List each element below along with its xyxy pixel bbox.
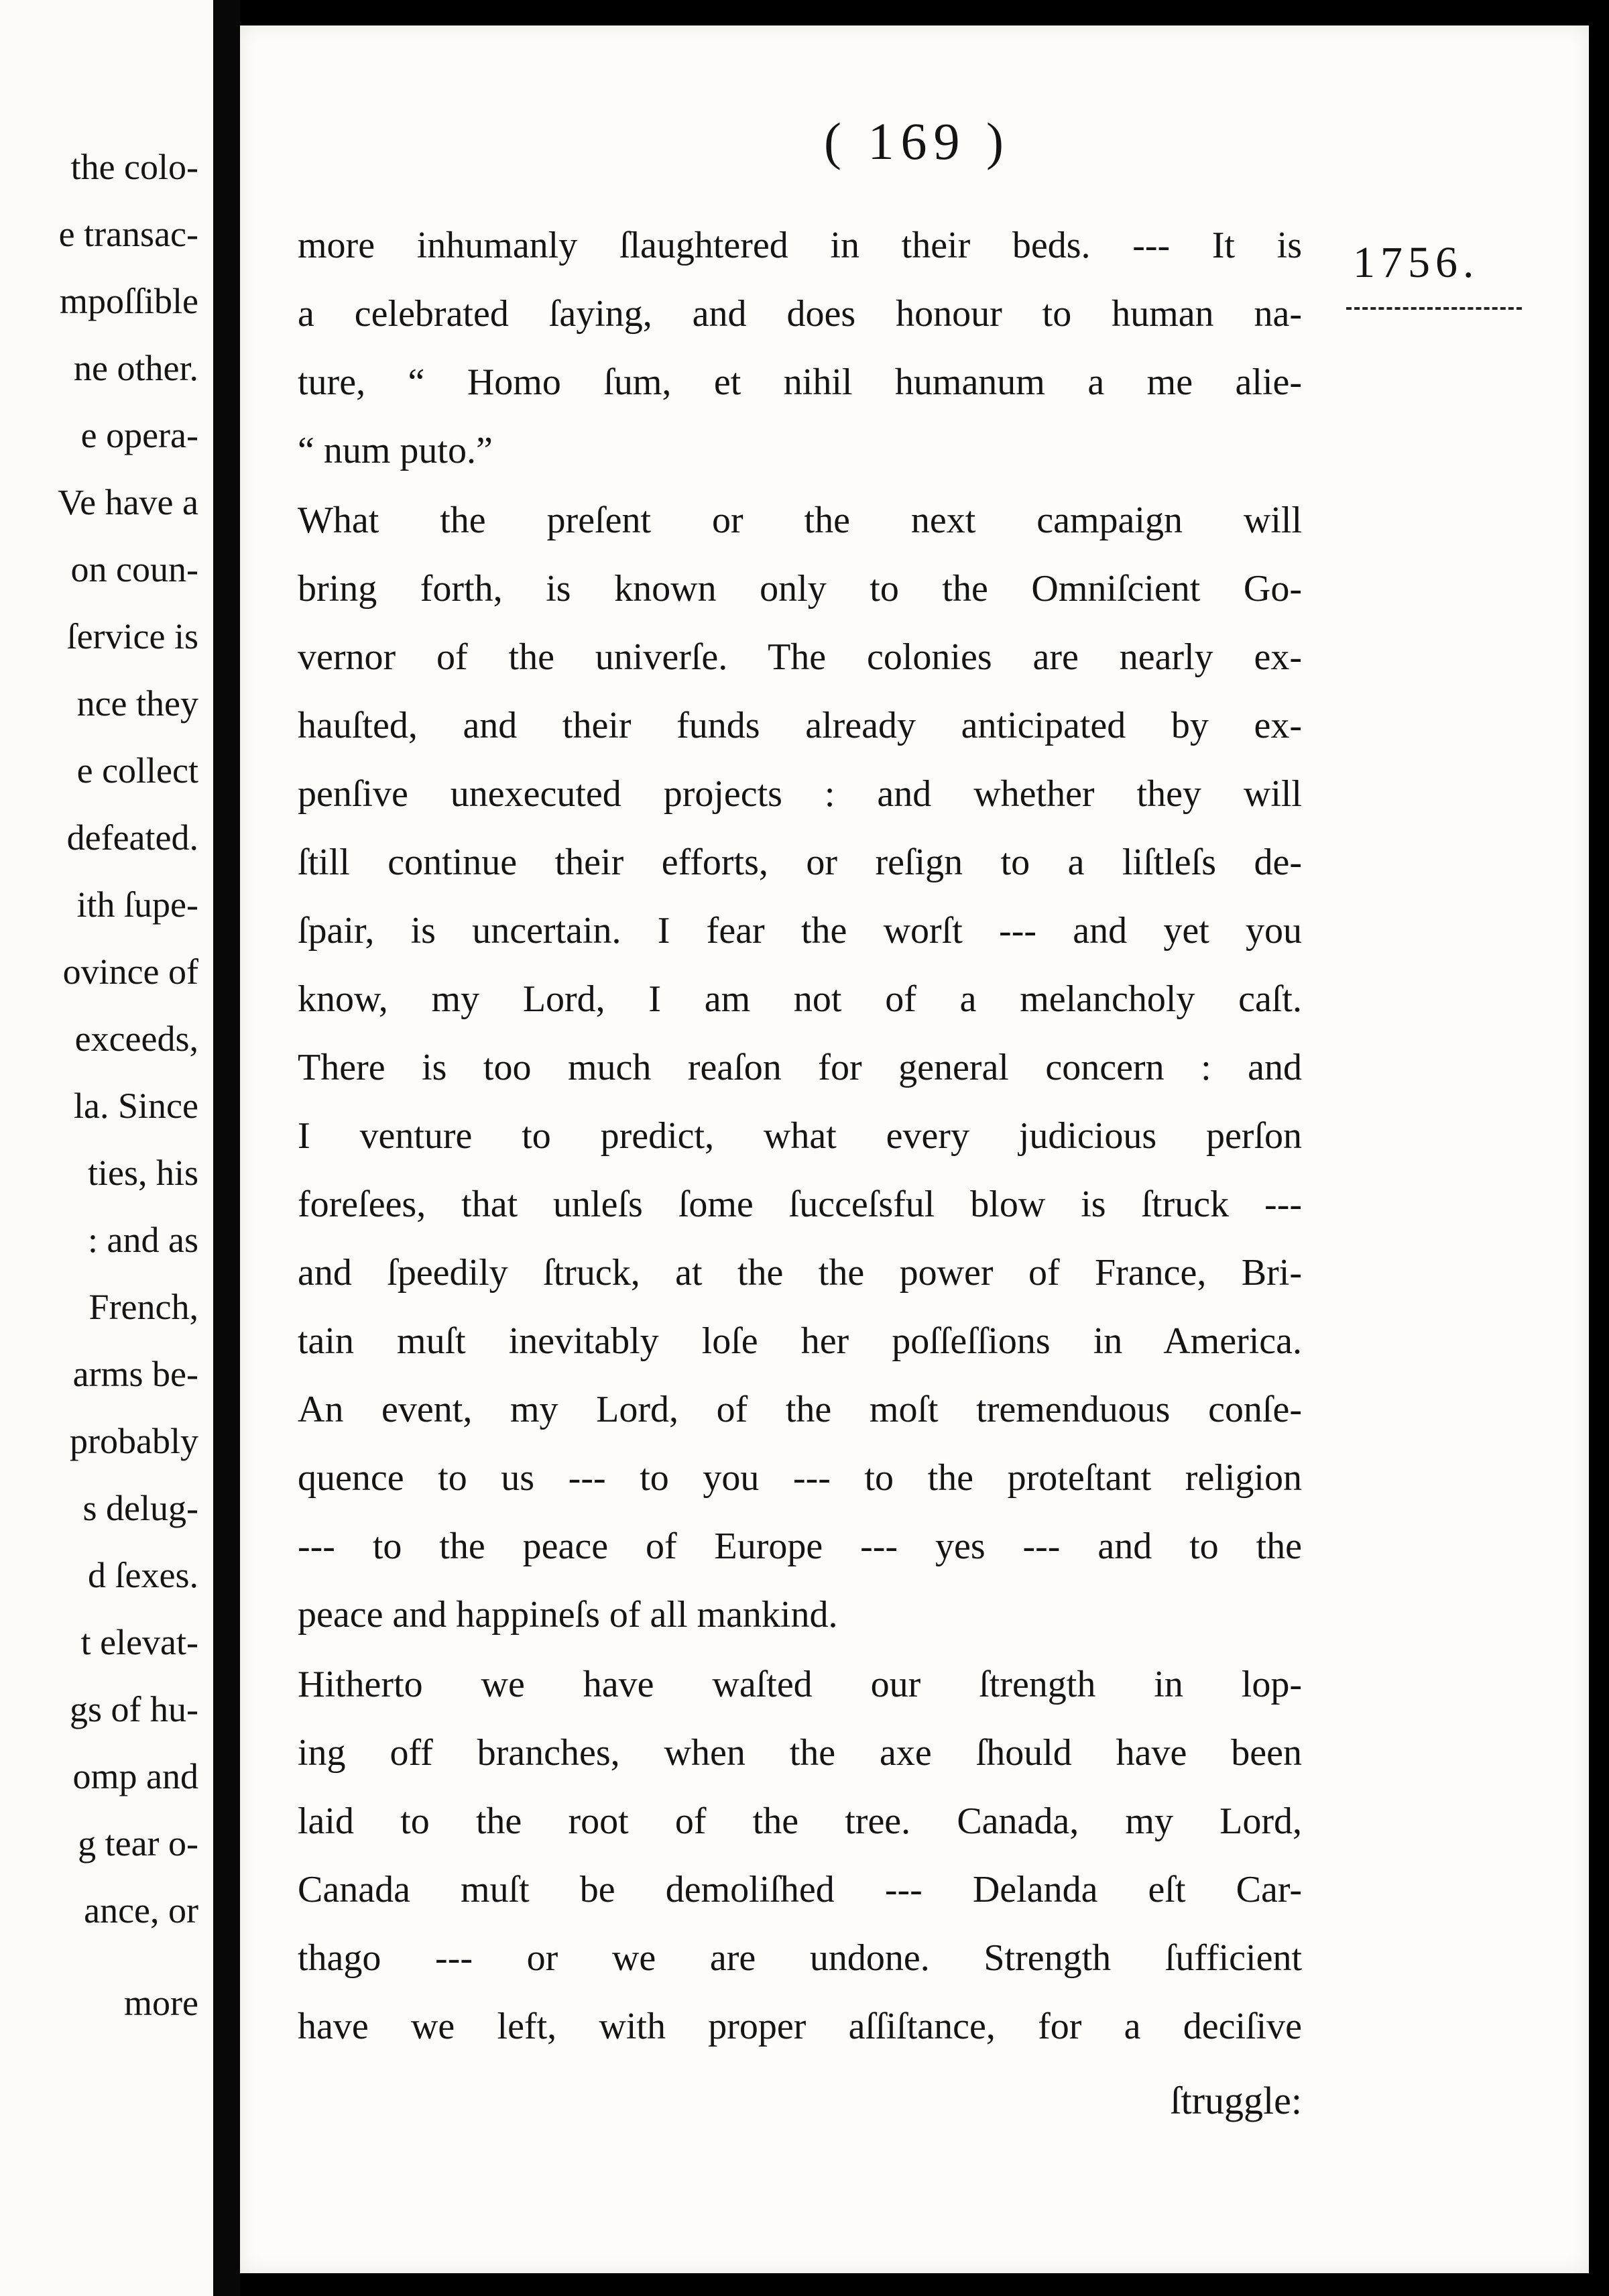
- facing-page-line: Ve have a: [58, 482, 198, 522]
- facing-page-fragment: [0, 0, 213, 2296]
- text-line: bring forth, is known only to the Omniſcient Go-: [298, 568, 1302, 610]
- facing-page-line: omp and: [72, 1756, 198, 1796]
- text-line: ing off branches, when the axe ſhould have been: [298, 1732, 1302, 1774]
- text-line: have we left, with proper aſſiſtance, for a deciſive: [298, 2006, 1302, 2047]
- scan-edge: [1589, 0, 1609, 2296]
- facing-page-line: gs of hu-: [70, 1689, 198, 1729]
- text-line: I venture to predict, what every judicious perſon: [298, 1115, 1302, 1157]
- text-line: penſive unexecuted projects : and whether they will: [298, 773, 1302, 815]
- facing-page-line: ties, his: [87, 1153, 198, 1193]
- facing-page-line: : and as: [88, 1220, 198, 1260]
- text-line: “ num puto.”: [298, 430, 493, 471]
- facing-page-line: s delug-: [82, 1488, 198, 1528]
- text-line: and ſpeedily ſtruck, at the the power of France, Bri-: [298, 1252, 1302, 1294]
- facing-page-line: g tear o-: [78, 1823, 198, 1863]
- facing-page-line: defeated.: [66, 817, 198, 858]
- text-line: There is too much reaſon for general concern : and: [298, 1047, 1302, 1088]
- book-gutter: [213, 0, 240, 2296]
- text-line: know, my Lord, I am not of a melancholy caſt.: [298, 978, 1302, 1020]
- catchword: ſtruggle:: [1170, 2079, 1302, 2122]
- text-line: hauſted, and their funds already anticipated by ex-: [298, 705, 1302, 746]
- facing-page-line: French,: [88, 1287, 198, 1327]
- book-page: [240, 25, 1589, 2273]
- margin-flourish-rule: [1346, 307, 1522, 310]
- text-line: a celebrated ſaying, and does honour to human na-: [298, 293, 1302, 335]
- text-line: quence to us --- to you --- to the proteſtant religion: [298, 1457, 1302, 1499]
- text-line: vernor of the univerſe. The colonies are nearly ex-: [298, 636, 1302, 678]
- text-line: peace and happineſs of all mankind.: [298, 1594, 838, 1635]
- margin-year-note: 1756.: [1353, 238, 1480, 287]
- text-line: ſpair, is uncertain. I fear the worſt --- and yet you: [298, 910, 1302, 952]
- paragraph-start-line: Hitherto we have waſted our ſtrength in lop-: [298, 1664, 1302, 1705]
- facing-page-line: e transac-: [58, 214, 198, 254]
- text-line: more inhumanly ſlaughtered in their beds. --- It is: [298, 225, 1302, 266]
- facing-page-line: mpoſſible: [60, 281, 198, 321]
- facing-page-line: exceeds,: [74, 1019, 198, 1059]
- page-number-header: ( 169 ): [824, 112, 1010, 170]
- text-line: ture, “ Homo ſum, et nihil humanum a me alie-: [298, 361, 1302, 403]
- facing-page-line: e collect: [76, 750, 198, 791]
- facing-page-line: ne other.: [74, 348, 198, 388]
- facing-page-line: nce they: [76, 683, 198, 724]
- text-line: --- to the peace of Europe --- yes --- and to the: [298, 1526, 1302, 1567]
- facing-page-line: e opera-: [80, 415, 198, 455]
- facing-page-line: arms be-: [72, 1354, 198, 1394]
- text-line: An event, my Lord, of the moſt tremenduous conſe-: [298, 1389, 1302, 1430]
- paragraph-start-line: What the preſent or the next campaign will: [298, 500, 1302, 541]
- text-line: laid to the root of the tree. Canada, my Lord,: [298, 1800, 1302, 1842]
- text-line: ſtill continue their efforts, or reſign to a liſtleſs de-: [298, 842, 1302, 883]
- facing-page-line: ance, or: [84, 1890, 198, 1931]
- text-line: foreſees, that unleſs ſome ſucceſsful blow is ſtruck ---: [298, 1184, 1302, 1225]
- facing-page-line: d ſexes.: [88, 1555, 198, 1595]
- facing-page-line: on coun-: [70, 549, 198, 589]
- text-line: tain muſt inevitably loſe her poſſeſſions in America.: [298, 1320, 1302, 1362]
- facing-page-line: probably: [70, 1421, 198, 1461]
- facing-page-catchword: more: [124, 1983, 198, 2023]
- text-line: Canada muſt be demoliſhed --- Delanda eſt Car-: [298, 1869, 1302, 1910]
- facing-page-line: the colo-: [70, 147, 198, 187]
- text-line: thago --- or we are undone. Strength ſufficient: [298, 1937, 1302, 1979]
- facing-page-line: ſervice is: [66, 616, 198, 656]
- facing-page-line: t elevat-: [80, 1622, 198, 1662]
- facing-page-line: ovince of: [62, 952, 198, 992]
- facing-page-line: ith ſupe-: [76, 884, 198, 925]
- facing-page-line: la. Since: [74, 1086, 198, 1126]
